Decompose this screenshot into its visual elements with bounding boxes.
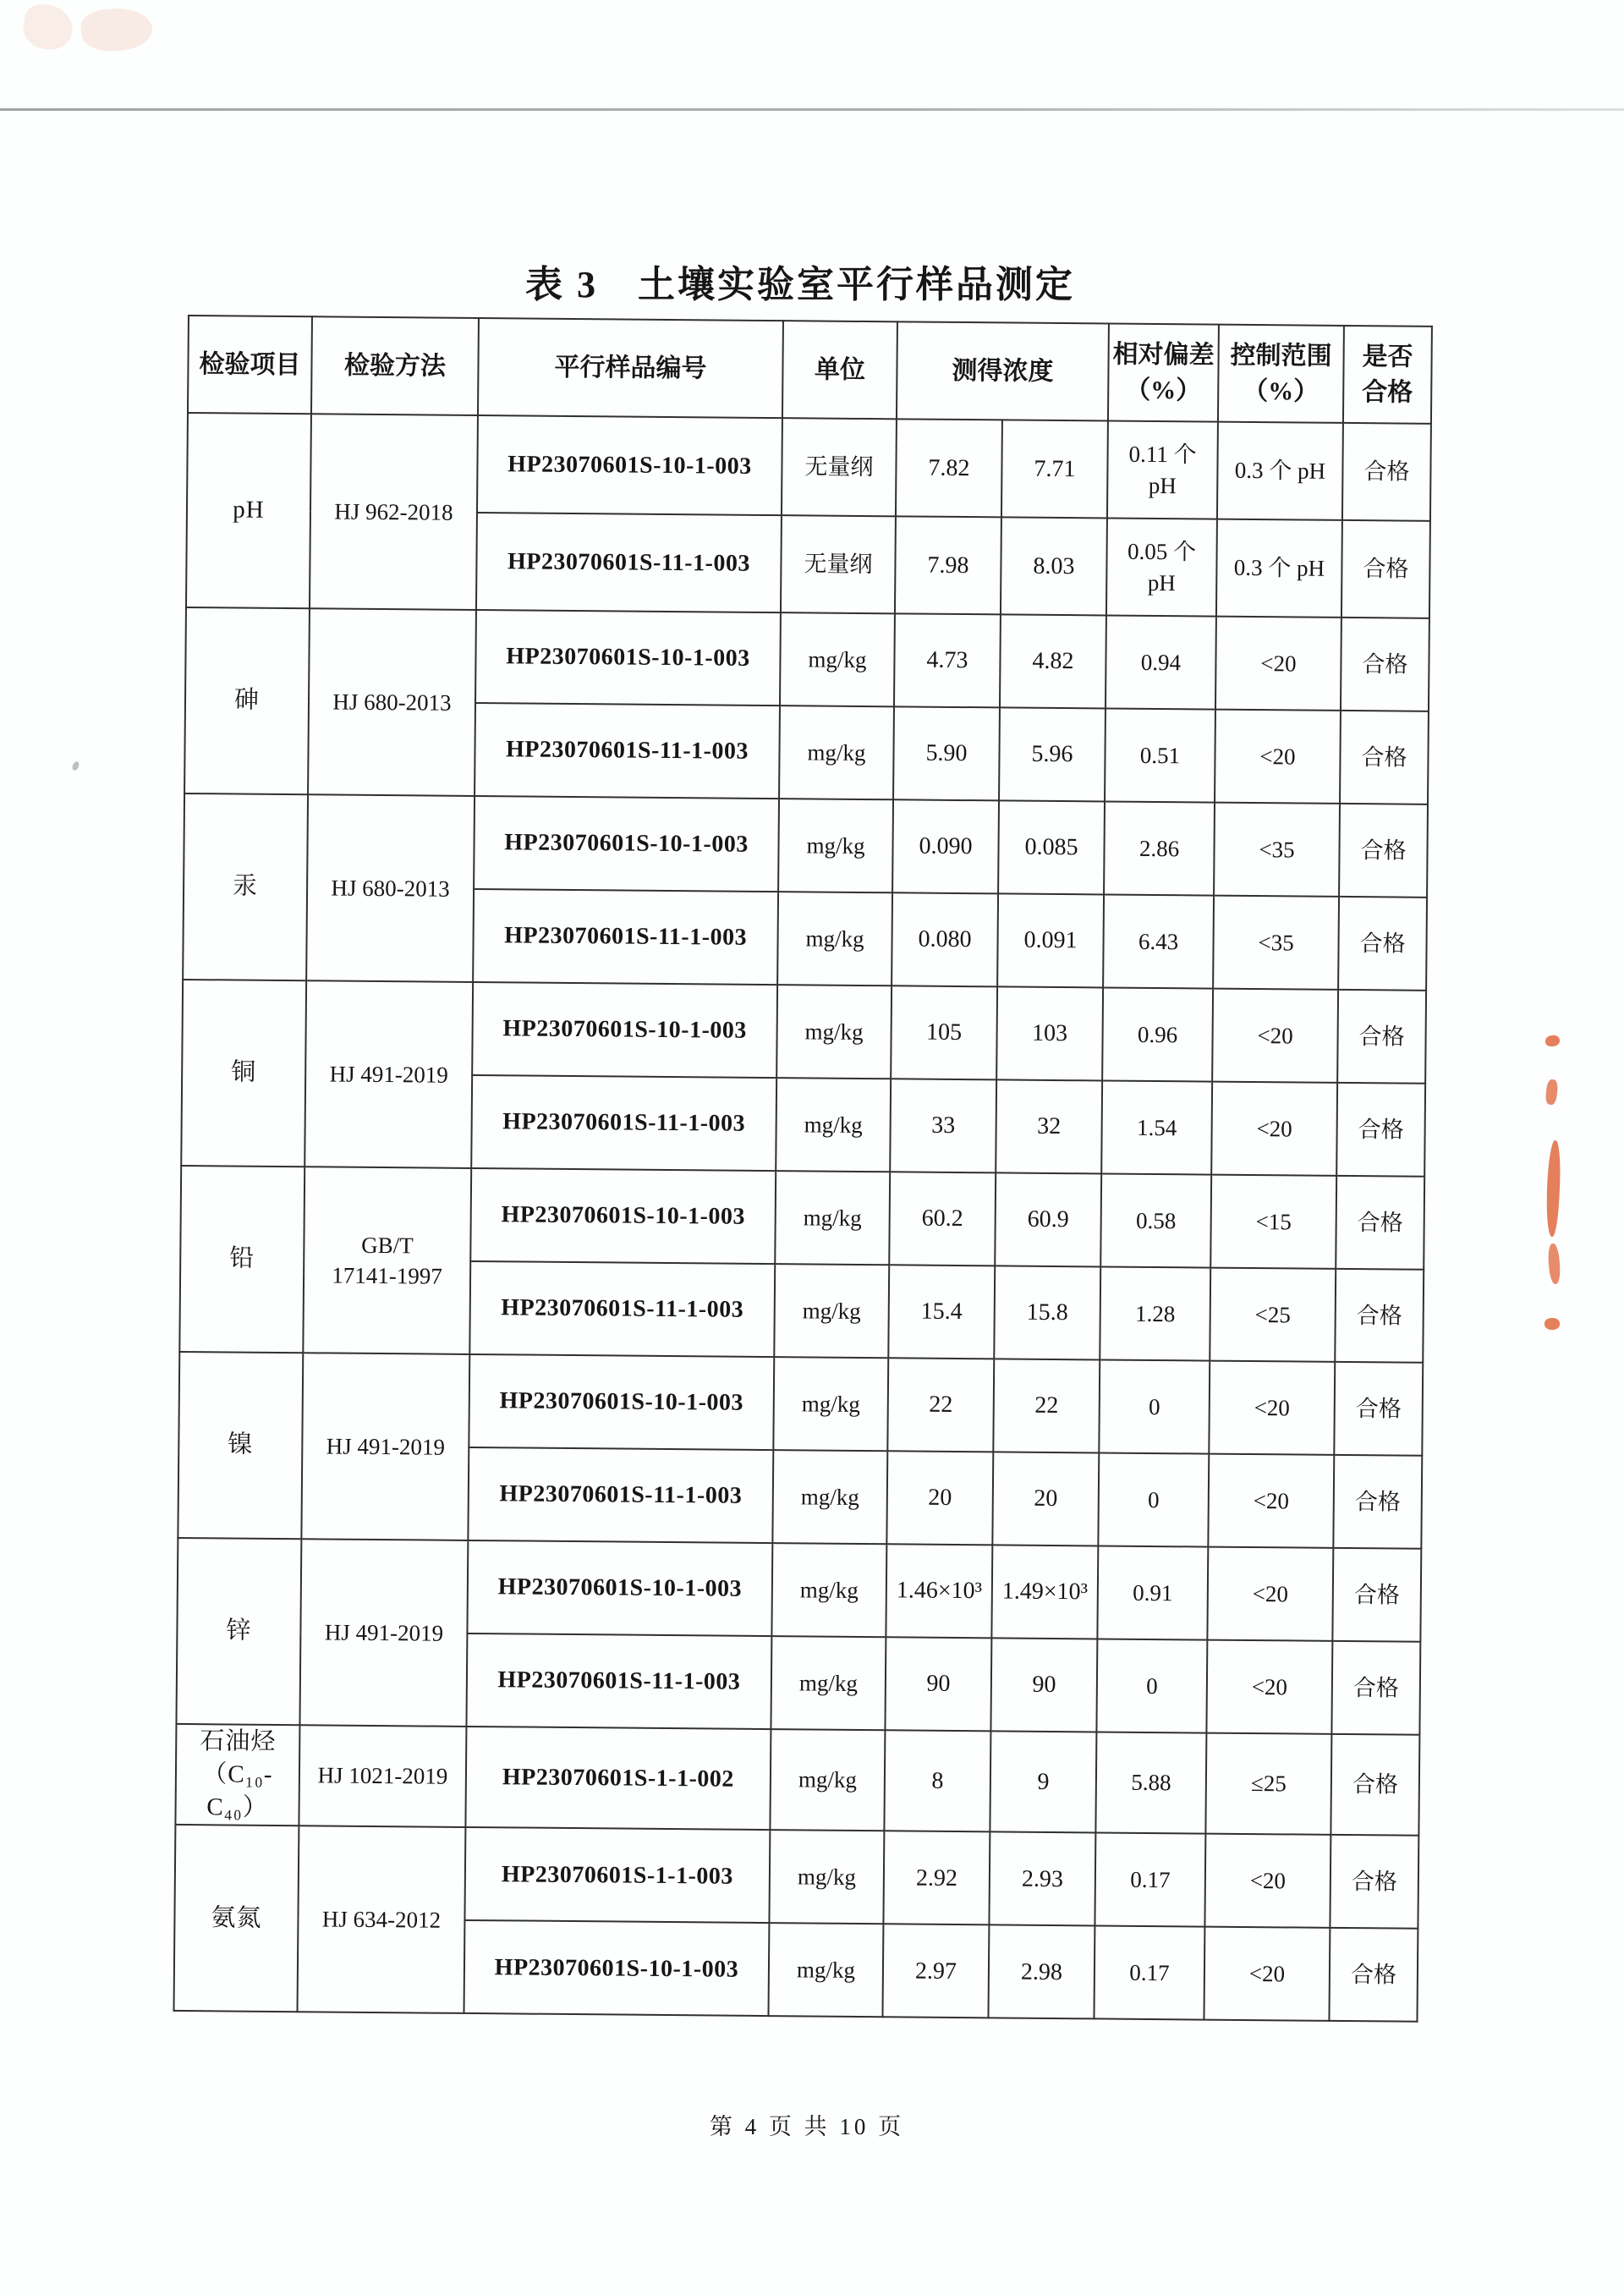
cell-method: HJ 680-2013 xyxy=(308,608,476,796)
scan-smudge xyxy=(21,2,76,52)
cell-sample-id: HP23070601S-10-1-003 xyxy=(475,610,781,706)
page-title: 表 3 土壤实验室平行样品测定 xyxy=(525,264,1075,305)
cell-method: HJ 491-2019 xyxy=(301,1353,469,1540)
cell-item: 镍 xyxy=(178,1352,303,1539)
cell-value-2: 2.93 xyxy=(989,1832,1095,1926)
cell-deviation: 6.43 xyxy=(1103,894,1214,988)
cell-value-2: 8.03 xyxy=(1001,517,1107,615)
cell-result: 合格 xyxy=(1330,1734,1419,1836)
header-item: 检验项目 xyxy=(188,316,312,414)
cell-deviation: 0 xyxy=(1098,1452,1209,1546)
ink-stain xyxy=(1544,1140,1562,1238)
cell-result: 合格 xyxy=(1338,897,1427,991)
header-measured-concentration: 测得浓度 xyxy=(897,321,1109,420)
table-row xyxy=(184,793,1428,898)
cell-control: <20 xyxy=(1204,1927,1330,2021)
cell-unit: mg/kg xyxy=(772,1450,887,1544)
cell-deviation: 2.86 xyxy=(1104,801,1215,895)
cell-sample-id: HP23070601S-11-1-003 xyxy=(476,513,782,612)
cell-control: <20 xyxy=(1209,1361,1335,1455)
ink-stain xyxy=(1544,1318,1560,1330)
cell-value-2: 9 xyxy=(990,1731,1096,1833)
cell-sample-id: HP23070601S-10-1-003 xyxy=(472,982,777,1078)
cell-unit: mg/kg xyxy=(779,706,894,799)
cell-value-1: 4.73 xyxy=(894,613,1001,707)
cell-item: 砷 xyxy=(184,607,310,794)
header-control-range: 控制范围 （%） xyxy=(1218,325,1344,423)
cell-control: <20 xyxy=(1212,989,1338,1083)
cell-item: 锌 xyxy=(176,1538,301,1725)
cell-sample-id: HP23070601S-11-1-003 xyxy=(475,703,780,799)
cell-sample-id: HP23070601S-10-1-003 xyxy=(477,415,782,515)
cell-value-2: 103 xyxy=(996,986,1103,1080)
cell-sample-id: HP23070601S-11-1-003 xyxy=(469,1261,775,1357)
cell-deviation: 0 xyxy=(1096,1639,1207,1732)
cell-item: 铅 xyxy=(179,1166,304,1353)
cell-unit: mg/kg xyxy=(771,1543,886,1637)
cell-result: 合格 xyxy=(1333,1455,1422,1549)
cell-sample-id: HP23070601S-10-1-003 xyxy=(467,1540,772,1636)
cell-result: 合格 xyxy=(1331,1641,1420,1735)
table-row xyxy=(185,607,1429,711)
cell-value-2: 1.49×10³ xyxy=(991,1545,1098,1639)
cell-unit: mg/kg xyxy=(771,1636,886,1730)
cell-value-1: 7.82 xyxy=(896,419,1002,517)
cell-result: 合格 xyxy=(1330,1835,1418,1929)
cell-control: 0.3 个 pH xyxy=(1216,519,1342,618)
cell-value-2: 60.9 xyxy=(995,1172,1101,1266)
cell-control: <20 xyxy=(1206,1640,1332,1734)
header-unit: 单位 xyxy=(782,321,897,419)
cell-method: HJ 491-2019 xyxy=(304,980,473,1168)
header-method: 检验方法 xyxy=(311,316,479,415)
cell-deviation: 1.28 xyxy=(1100,1266,1210,1360)
table-header-row xyxy=(188,316,1432,424)
table-row xyxy=(182,980,1426,1084)
cell-deviation: 0.94 xyxy=(1106,615,1216,709)
header-pass: 是否 合格 xyxy=(1343,326,1432,424)
cell-control: 0.3 个 pH xyxy=(1217,422,1343,520)
table-row xyxy=(175,1724,1419,1836)
cell-result: 合格 xyxy=(1329,1928,1418,2022)
cell-deviation: 0.91 xyxy=(1097,1546,1208,1639)
cell-result: 合格 xyxy=(1335,1269,1424,1363)
cell-control: <35 xyxy=(1214,803,1340,897)
scan-top-rule xyxy=(0,108,1624,111)
cell-sample-id: HP23070601S-10-1-003 xyxy=(464,1920,769,2016)
cell-unit: mg/kg xyxy=(773,1357,888,1451)
cell-value-1: 5.90 xyxy=(893,706,1000,800)
cell-value-1: 22 xyxy=(887,1358,994,1452)
cell-control: <35 xyxy=(1213,896,1339,990)
cell-unit: 无量纲 xyxy=(781,515,896,613)
cell-result: 合格 xyxy=(1340,711,1429,804)
page-number: 第 4 页 共 10 页 xyxy=(709,2114,905,2139)
cell-sample-id: HP23070601S-11-1-003 xyxy=(473,889,778,985)
cell-control: <20 xyxy=(1215,617,1341,711)
ink-stain xyxy=(1547,1244,1561,1285)
table-row xyxy=(177,1538,1421,1642)
cell-method: HJ 962-2018 xyxy=(310,414,478,610)
cell-method: HJ 491-2019 xyxy=(299,1539,468,1727)
header-relative-deviation: 相对偏差 （%） xyxy=(1108,324,1219,422)
cell-value-2: 32 xyxy=(996,1079,1102,1173)
cell-sample-id: HP23070601S-1-1-002 xyxy=(465,1727,771,1831)
cell-value-1: 90 xyxy=(885,1637,991,1731)
cell-deviation: 0.05 个 pH xyxy=(1106,518,1217,616)
cell-value-1: 60.2 xyxy=(889,1172,996,1266)
cell-sample-id: HP23070601S-10-1-003 xyxy=(470,1168,776,1264)
cell-control: <25 xyxy=(1210,1268,1336,1362)
cell-unit: mg/kg xyxy=(774,1264,889,1358)
cell-control: <20 xyxy=(1208,1454,1334,1548)
cell-sample-id: HP23070601S-1-1-003 xyxy=(464,1827,770,1923)
cell-unit: mg/kg xyxy=(777,892,892,986)
cell-value-2: 90 xyxy=(990,1638,1097,1732)
table-row xyxy=(187,413,1431,521)
cell-deviation: 0.17 xyxy=(1094,1926,1204,2020)
table-row xyxy=(180,1166,1424,1270)
cell-value-1: 0.080 xyxy=(892,892,998,986)
cell-deviation: 0.51 xyxy=(1105,708,1215,802)
cell-control: <20 xyxy=(1207,1547,1333,1641)
cell-result: 合格 xyxy=(1341,618,1429,711)
cell-deviation: 0.96 xyxy=(1102,987,1213,1081)
scan-smudge xyxy=(80,5,154,53)
cell-result: 合格 xyxy=(1332,1548,1421,1642)
cell-value-2: 0.085 xyxy=(998,800,1105,894)
cell-sample-id: HP23070601S-11-1-003 xyxy=(466,1633,771,1729)
cell-result: 合格 xyxy=(1337,990,1426,1084)
cell-sample-id: HP23070601S-10-1-003 xyxy=(469,1354,774,1450)
cell-value-2: 20 xyxy=(992,1452,1099,1546)
cell-unit: mg/kg xyxy=(775,1171,890,1265)
cell-unit: mg/kg xyxy=(768,1923,883,2017)
ink-stain xyxy=(1544,1079,1558,1105)
cell-sample-id: HP23070601S-11-1-003 xyxy=(468,1447,773,1543)
cell-value-2: 5.96 xyxy=(999,707,1106,801)
cell-result: 合格 xyxy=(1336,1176,1424,1270)
cell-value-2: 4.82 xyxy=(1000,614,1106,708)
cell-value-1: 7.98 xyxy=(895,516,1001,614)
cell-value-2: 7.71 xyxy=(1001,420,1108,518)
cell-unit: 无量纲 xyxy=(782,418,897,516)
cell-item: 石油烃 （C₁₀-C₄₀） xyxy=(175,1724,299,1826)
cell-value-1: 0.090 xyxy=(892,799,999,893)
table-row xyxy=(178,1352,1423,1456)
cell-sample-id: HP23070601S-11-1-003 xyxy=(471,1075,776,1171)
cell-method: HJ 1021-2019 xyxy=(299,1725,466,1827)
cell-value-1: 1.46×10³ xyxy=(886,1544,992,1638)
cell-value-2: 2.98 xyxy=(988,1925,1095,2019)
cell-item: 氨氮 xyxy=(173,1825,299,2012)
cell-item: 汞 xyxy=(183,793,308,980)
cell-deviation: 0.58 xyxy=(1100,1173,1211,1267)
cell-value-2: 22 xyxy=(993,1359,1100,1452)
cell-value-1: 105 xyxy=(891,986,997,1079)
cell-unit: mg/kg xyxy=(776,1078,891,1172)
cell-control: <15 xyxy=(1210,1175,1336,1269)
cell-value-1: 2.97 xyxy=(882,1924,989,2018)
scan-speck xyxy=(71,760,80,771)
cell-result: 合格 xyxy=(1336,1083,1425,1177)
cell-value-2: 0.091 xyxy=(997,893,1104,987)
cell-unit: mg/kg xyxy=(770,1729,885,1831)
cell-result: 合格 xyxy=(1341,520,1430,618)
cell-value-1: 8 xyxy=(884,1730,990,1832)
cell-method: HJ 634-2012 xyxy=(297,1826,465,2014)
cell-item: pH xyxy=(186,413,311,608)
cell-sample-id: HP23070601S-10-1-003 xyxy=(474,796,779,892)
cell-unit: mg/kg xyxy=(780,612,895,706)
cell-method: GB/T 17141-1997 xyxy=(303,1167,471,1354)
parallel-sample-table xyxy=(173,315,1430,2023)
cell-value-2: 15.8 xyxy=(994,1266,1100,1359)
cell-unit: mg/kg xyxy=(778,799,893,892)
cell-deviation: 0 xyxy=(1099,1359,1210,1453)
cell-value-1: 33 xyxy=(890,1079,996,1172)
cell-deviation: 5.88 xyxy=(1095,1732,1206,1834)
cell-control: <20 xyxy=(1211,1082,1337,1176)
cell-value-1: 15.4 xyxy=(888,1265,995,1359)
cell-control: <20 xyxy=(1215,710,1341,804)
header-sample-id: 平行样品编号 xyxy=(478,318,783,418)
cell-deviation: 0.11 个 pH xyxy=(1107,420,1218,519)
cell-result: 合格 xyxy=(1339,804,1428,898)
table-row xyxy=(174,1825,1418,1929)
cell-control: ≤25 xyxy=(1205,1733,1331,1836)
cell-value-1: 2.92 xyxy=(883,1831,990,1925)
cell-unit: mg/kg xyxy=(776,985,892,1079)
cell-unit: mg/kg xyxy=(769,1830,884,1924)
ink-stain xyxy=(1544,1035,1561,1048)
cell-value-1: 20 xyxy=(886,1451,993,1545)
cell-deviation: 1.54 xyxy=(1101,1080,1212,1174)
cell-method: HJ 680-2013 xyxy=(306,794,475,982)
cell-item: 铜 xyxy=(181,980,306,1167)
cell-result: 合格 xyxy=(1342,423,1431,521)
cell-result: 合格 xyxy=(1334,1362,1423,1456)
cell-control: <20 xyxy=(1204,1834,1330,1928)
cell-deviation: 0.17 xyxy=(1095,1833,1205,1927)
